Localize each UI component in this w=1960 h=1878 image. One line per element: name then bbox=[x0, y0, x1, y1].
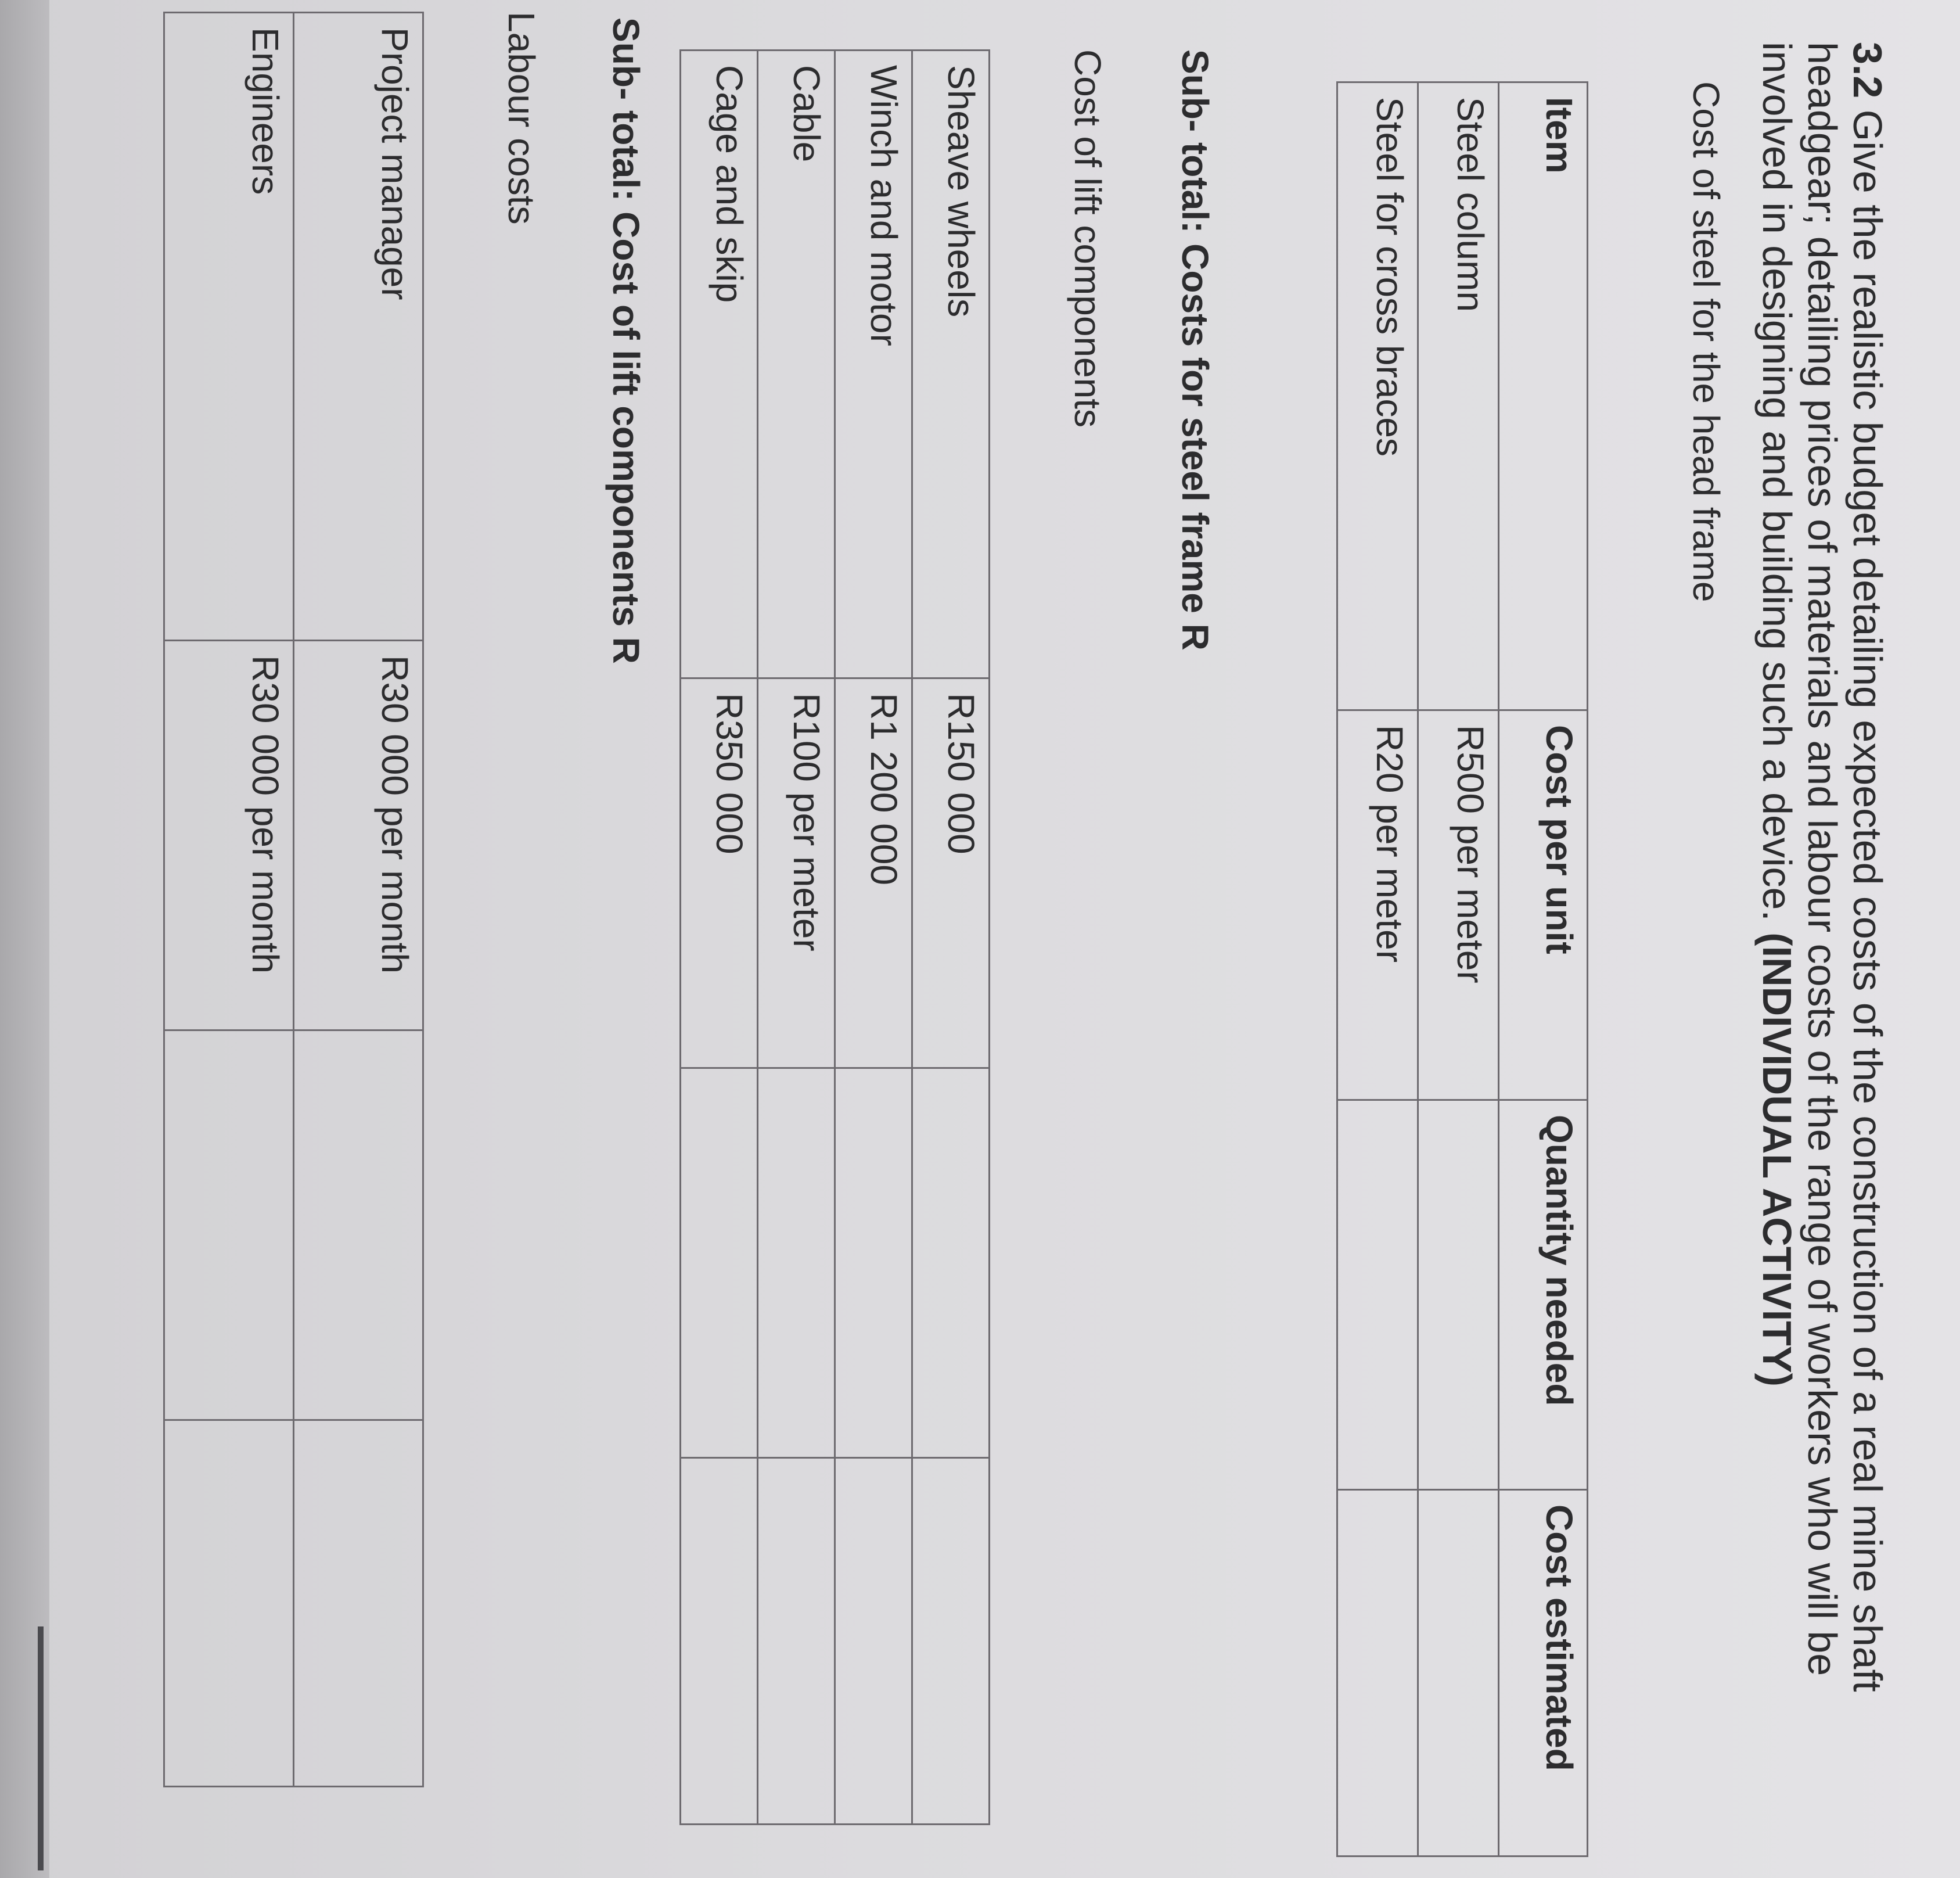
cost-per-unit-cell: R100 per meter bbox=[758, 678, 835, 1068]
lift-section-label: Cost of lift components bbox=[1067, 49, 1109, 428]
table-row bbox=[835, 51, 912, 1825]
table-row bbox=[681, 51, 758, 1825]
cost-estimated-cell[interactable] bbox=[835, 1458, 912, 1825]
quantity-cell[interactable] bbox=[835, 1068, 912, 1458]
lift-cost-table bbox=[679, 49, 990, 1825]
cost-per-unit-cell: R1 200 000 bbox=[835, 678, 912, 1068]
cost-estimated-cell[interactable] bbox=[1337, 1490, 1418, 1857]
table-row bbox=[1418, 82, 1499, 1857]
item-cell: Cage and skip bbox=[681, 51, 758, 678]
page-shadow-edge bbox=[0, 0, 49, 1878]
steel-cost-table bbox=[1336, 81, 1588, 1857]
steel-subtotal: Sub- total: Costs for steel frame R bbox=[1174, 49, 1216, 651]
cost-per-unit-cell: R350 000 bbox=[681, 678, 758, 1068]
table-row bbox=[294, 13, 423, 1787]
quantity-cell[interactable] bbox=[294, 1030, 423, 1420]
question-number: 3.2 bbox=[1845, 42, 1890, 99]
page-edge-line bbox=[38, 1626, 44, 1870]
cost-estimated-cell[interactable] bbox=[758, 1458, 835, 1825]
cost-estimated-cell[interactable] bbox=[681, 1458, 758, 1825]
cost-per-unit-cell: R30 000 per month bbox=[294, 641, 423, 1030]
quantity-cell[interactable] bbox=[681, 1068, 758, 1458]
item-cell: Cable bbox=[758, 51, 835, 678]
table-row bbox=[164, 13, 294, 1787]
cost-per-unit-cell: R30 000 per month bbox=[164, 641, 294, 1030]
activity-label: (INDIVIDUAL ACTIVITY) bbox=[1754, 932, 1800, 1387]
cost-per-unit-cell: R500 per meter bbox=[1418, 710, 1499, 1100]
cost-estimated-cell[interactable] bbox=[294, 1420, 423, 1787]
quantity-cell[interactable] bbox=[912, 1068, 990, 1458]
header-item: Item bbox=[1499, 82, 1588, 710]
cost-estimated-cell[interactable] bbox=[1418, 1490, 1499, 1857]
table-row bbox=[758, 51, 835, 1825]
item-cell: Project manager bbox=[294, 13, 423, 641]
table-row bbox=[912, 51, 990, 1825]
cost-estimated-cell[interactable] bbox=[164, 1420, 294, 1787]
steel-section-label: Cost of steel for the head frame bbox=[1685, 81, 1727, 602]
item-cell: Steel column bbox=[1418, 82, 1499, 710]
question-text bbox=[1754, 42, 1890, 1808]
table-header-row bbox=[1499, 82, 1588, 1857]
cost-per-unit-cell: R20 per meter bbox=[1337, 710, 1418, 1100]
item-cell: Sheave wheels bbox=[912, 51, 990, 678]
question-body: Give the realistic budget detailing expected costs of the construction of a real mine shaft headgear; detailing prices of materials and labour costs of the range of workers who will be involved in designing and building such a device. bbox=[1754, 42, 1890, 1692]
header-cost-per-unit: Cost per unit bbox=[1499, 710, 1588, 1100]
lift-subtotal: Sub- total: Cost of lift components R bbox=[605, 17, 647, 664]
item-cell: Winch and motor bbox=[835, 51, 912, 678]
cost-per-unit-cell: R150 000 bbox=[912, 678, 990, 1068]
header-cost-estimated: Cost estimated bbox=[1499, 1490, 1588, 1857]
labour-section-label: Labour costs bbox=[501, 12, 542, 225]
quantity-cell[interactable] bbox=[1418, 1100, 1499, 1490]
table-row bbox=[1337, 82, 1418, 1857]
quantity-cell[interactable] bbox=[164, 1030, 294, 1420]
item-cell: Steel for cross braces bbox=[1337, 82, 1418, 710]
labour-cost-table bbox=[163, 12, 424, 1787]
quantity-cell[interactable] bbox=[1337, 1100, 1418, 1490]
header-quantity-needed: Quantity needed bbox=[1499, 1100, 1588, 1490]
quantity-cell[interactable] bbox=[758, 1068, 835, 1458]
item-cell: Engineers bbox=[164, 13, 294, 641]
cost-estimated-cell[interactable] bbox=[912, 1458, 990, 1825]
